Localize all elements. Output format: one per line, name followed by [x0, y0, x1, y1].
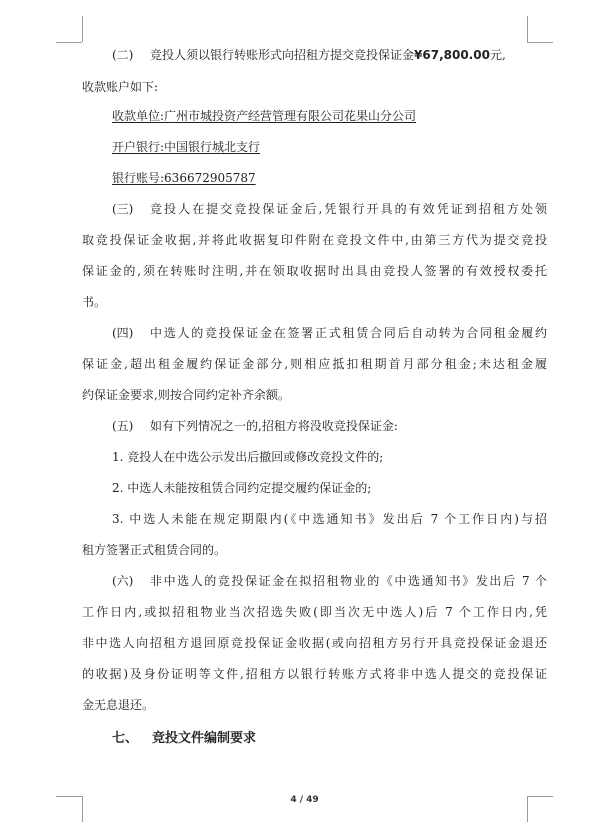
section-6-text-1: 非中选人的竞投保证金在拟招租物业的《中选通知书》发出后 7 个	[150, 574, 547, 588]
section-2-deposit-text	[150, 44, 506, 66]
section-2-line-2: 收款账户如下:	[82, 80, 159, 94]
section-5-label: (五)	[112, 419, 134, 433]
section-5-line-1	[0, 415, 609, 437]
section-5-intro: 如有下列情况之一的,招租方将没收竞投保证金:	[150, 419, 398, 433]
section-7-title: 竞投文件编制要求	[152, 731, 257, 746]
section-5-item-1: 1. 竞投人在中选公示发出后撤回或修改竞投文件的;	[112, 450, 384, 464]
section-5-item-2: 2. 中选人未能按租赁合同约定提交履约保证金的;	[112, 481, 372, 495]
section-6-line-1	[0, 570, 609, 592]
section-4-text-2: 保证金,超出租金履约保证金部分,则相应抵扣租期首月部分租金;未达租金履	[82, 357, 547, 371]
section-6-text-5: 金无息退还。	[82, 698, 155, 712]
section-2-line-1	[0, 44, 609, 66]
section-4-label: (四)	[112, 326, 134, 340]
bank-line: 开户银行:中国银行城北支行	[112, 140, 261, 154]
section-3-text-3: 保证金的,须在转账时注明,并在领取收据时出具由竞投人签署的有效授权委托	[82, 264, 547, 278]
section-4-text-1: 中选人的竞投保证金在签署正式租赁合同后自动转为合同租金履约	[150, 326, 547, 340]
section-4-text-3: 约保证金要求,则按合同约定补齐余额。	[82, 388, 290, 402]
section-7-number: 七、	[112, 731, 139, 746]
section-5-item-3-row	[0, 508, 609, 530]
section-6-text-4: 的收据)及身份证明等文件,招租方以银行转账方式将非中选人提交的竞投保证	[82, 667, 547, 681]
deposit-unit: 元,	[489, 48, 506, 62]
section-7-heading	[112, 727, 256, 751]
account-line: 银行账号:636672905787	[112, 171, 256, 185]
section-2-label: (二)	[112, 48, 134, 62]
section-3-label: (三)	[112, 202, 134, 216]
section-3-line-1	[0, 198, 609, 220]
section-2-text: 竞投人须以银行转账形式向招租方提交竞投保证金	[150, 48, 415, 62]
section-6-text-3: 非中选人向招租方退回原竞投保证金收据(或向招租方另行开具竞投保证金退还	[82, 636, 547, 650]
section-5-item-3: 3. 中选人未能在规定期限内(《中选通知书》发出后 7 个工作日内)与招	[112, 512, 547, 526]
crop-mark-top-right-h	[527, 42, 553, 43]
section-4-line-1	[0, 322, 609, 344]
section-6-text-2: 工作日内,或拟招租物业当次招选失败(即当次无中选人)后 7 个工作日内,凭	[82, 605, 547, 619]
section-5-item-3-cont: 租方签署正式租赁合同的。	[82, 543, 227, 557]
crop-mark-top-left-v	[82, 16, 83, 42]
section-3-text-4: 书。	[82, 295, 107, 309]
page-number: 4 / 49	[290, 795, 319, 805]
section-3-text-1: 竞投人在提交竞投保证金后,凭银行开具的有效凭证到招租方处领	[150, 202, 547, 216]
section-3-text-2: 取竞投保证金收据,并将此收据复印件附在竞投文件中,由第三方代为提交竞投	[82, 233, 547, 247]
crop-mark-top-right-v	[527, 16, 528, 42]
section-6-label: (六)	[112, 574, 134, 588]
deposit-amount: ¥67,800.00	[414, 48, 490, 62]
crop-mark-top-left-h	[56, 42, 82, 43]
payee-line: 收款单位:广州市城投资产经营管理有限公司花果山分公司	[112, 109, 417, 123]
